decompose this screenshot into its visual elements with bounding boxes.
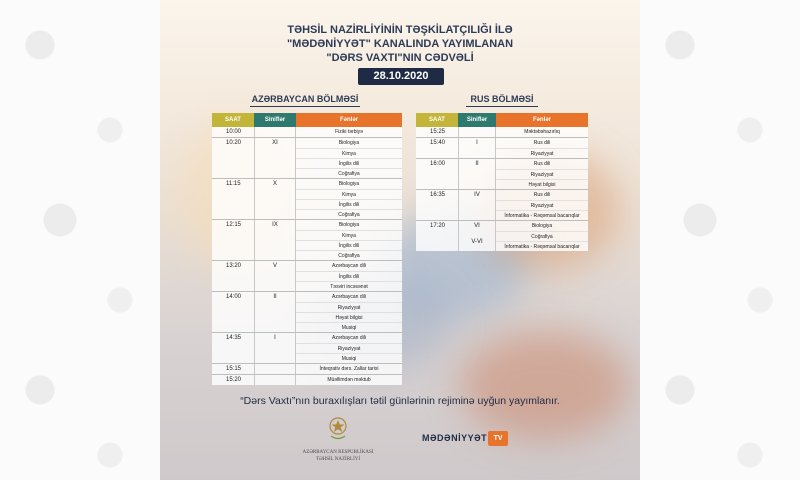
grade-label-secondary: V-VI [471, 239, 483, 245]
row-time: 15:40 [430, 140, 446, 146]
row-time: 15:25 [430, 129, 446, 135]
row-time: 15:20 [226, 377, 242, 383]
subject-item: Biologiya [338, 222, 360, 228]
row-grade [458, 138, 496, 158]
subject-item: Rus dili [533, 192, 551, 198]
row-grade [254, 179, 296, 219]
row-time: 11:15 [226, 181, 241, 187]
row-subjects [496, 221, 588, 251]
subject-item: Azərbaycan dili [332, 335, 366, 341]
subject-item: Rus dili [533, 140, 551, 146]
grade-label: VI [474, 223, 480, 229]
row-time: 17:20 [430, 223, 446, 229]
ru-schedule-table [416, 113, 588, 251]
row-subjects [296, 333, 402, 363]
poster-title [160, 23, 640, 65]
table-row [212, 219, 402, 260]
subject-item: Biologiya [338, 140, 360, 146]
row-time: 16:35 [430, 192, 446, 198]
row-time: 15:15 [226, 366, 242, 372]
table-row [416, 158, 588, 189]
row-time: 16:00 [430, 161, 446, 167]
subject-item: İnteqrativ dərs. Zallar tarixi [319, 366, 379, 372]
row-grade [254, 220, 296, 260]
schedule-poster [160, 0, 640, 480]
row-subjects [296, 138, 402, 178]
subject-item: Kimya [296, 230, 402, 240]
subject-item: Kimya [296, 189, 402, 199]
row-grade [458, 127, 496, 137]
channel-name: MƏDƏNİYYƏT [422, 433, 488, 443]
title-line-1: TƏHSİL NAZİRLİYİNİN TƏŞKİLATÇILIĞI İLƏ [287, 24, 513, 36]
ministry-logo [298, 416, 378, 463]
bg-blur [460, 330, 630, 440]
table-row [212, 363, 402, 374]
row-subjects [296, 364, 402, 374]
row-grade [458, 221, 496, 251]
subject-item: Kimya [296, 148, 402, 158]
subject-item: Riyaziyyat [496, 169, 588, 179]
table-row [416, 127, 588, 137]
table-row [212, 260, 402, 291]
title-line-3: "DƏRS VAXTI"NIN CƏDVƏLİ [326, 52, 474, 64]
header-sinif: Siniflər [254, 113, 296, 127]
row-subjects [296, 292, 402, 332]
row-grade [254, 364, 296, 374]
row-grade [254, 333, 296, 363]
header-saat: SAAT [416, 113, 458, 127]
row-subjects [296, 220, 402, 260]
table-row [212, 178, 402, 219]
row-subjects [296, 261, 402, 291]
left-decor-pattern [0, 0, 160, 480]
ru-section-title: RUS BÖLMƏSİ [470, 94, 534, 104]
channel-badge: TV [488, 431, 508, 446]
table-row [212, 374, 402, 385]
grade-label: II [273, 294, 277, 300]
grade-label: X [272, 181, 277, 187]
ministry-line-2: TƏHSİL NAZİRLİYİ [315, 457, 361, 462]
row-time: 12:15 [226, 222, 242, 228]
ministry-line-1: AZƏRBAYCAN RESPUBLİKASI [302, 450, 374, 455]
row-subjects [296, 127, 402, 137]
right-decor-pattern [640, 0, 800, 480]
subject-item: Riyaziyyat [296, 302, 402, 312]
row-subjects [496, 159, 588, 189]
subject-item: Riyaziyyat [496, 200, 588, 210]
table-row [416, 189, 588, 220]
subject-item: Coğrafiya [496, 231, 588, 241]
row-grade [254, 138, 296, 178]
subject-item: İnformatika - Rəqəmsal bacarıqlar [496, 210, 588, 220]
subject-item: Fiziki tərbiyə [335, 129, 363, 135]
row-time: 10:00 [226, 129, 242, 135]
table-row [212, 332, 402, 363]
row-subjects [496, 138, 588, 158]
subject-item: Musiqi [296, 322, 402, 332]
subject-item: Həyat bilgisi [496, 179, 588, 189]
table-row [416, 137, 588, 158]
row-subjects [496, 190, 588, 220]
subject-item: Məktəbəhazırlıq [524, 129, 560, 135]
grade-label: I [476, 140, 478, 146]
grade-label: I [274, 335, 276, 341]
broadcast-note: “Dərs Vaxtı”nın buraxılışları tətil günlərinin rejiminə uyğun yayımlanır. [240, 395, 560, 407]
ministry-name [298, 449, 378, 463]
row-grade [254, 261, 296, 291]
row-grade [458, 159, 496, 189]
table-row [212, 291, 402, 332]
date-badge: 28.10.2020 [358, 68, 444, 85]
grade-label: II [475, 161, 479, 167]
subject-item: Biologiya [531, 223, 553, 229]
header-saat: SAAT [212, 113, 254, 127]
ru-title-underline [466, 106, 538, 107]
subject-item: Coğrafiya [296, 168, 402, 178]
row-subjects [296, 179, 402, 219]
subject-item: Azərbaycan dili [332, 294, 366, 300]
header-sinif: Siniflər [458, 113, 496, 127]
grade-label: IX [272, 222, 278, 228]
subject-item: Təsviri incəsənət [296, 281, 402, 291]
row-grade [254, 292, 296, 332]
subject-item: Coğrafiya [296, 250, 402, 260]
row-time: 13:20 [226, 263, 242, 269]
subject-item: Biologiya [338, 181, 360, 187]
row-subjects [296, 375, 402, 385]
row-time: 14:35 [226, 335, 242, 341]
subject-item: İngilis dili [296, 158, 402, 168]
subject-item: Musiqi [296, 353, 402, 363]
subject-item: Coğrafiya [296, 209, 402, 219]
channel-logo [422, 430, 508, 446]
subject-item: İngilis dili [296, 271, 402, 281]
subject-item: İnformatika - Rəqəmsal bacarıqlar [496, 241, 588, 251]
row-grade [254, 375, 296, 385]
ru-table-header [416, 113, 588, 127]
grade-label: V [272, 263, 277, 269]
row-grade [458, 190, 496, 220]
subject-item: Azərbaycan dili [332, 263, 366, 269]
az-schedule-table [212, 113, 402, 385]
header-fenler: Fənlər [296, 113, 402, 127]
subject-item: Riyaziyyat [496, 148, 588, 158]
subject-item: Rus dili [533, 161, 551, 167]
row-time: 14:00 [226, 294, 242, 300]
table-row [416, 220, 588, 251]
table-row [212, 127, 402, 137]
subject-item: İngilis dili [296, 240, 402, 250]
title-line-2: "MƏDƏNİYYƏT" KANALINDA YAYIMLANAN [286, 38, 514, 50]
subject-item: İngilis dili [296, 199, 402, 209]
az-table-header [212, 113, 402, 127]
table-row [212, 137, 402, 178]
grade-label: XI [272, 140, 278, 146]
row-time: 10:20 [226, 140, 242, 146]
ru-table-body [416, 127, 588, 251]
subject-item: Riyaziyyat [296, 343, 402, 353]
row-subjects [496, 127, 588, 137]
subject-item: Həyat bilgisi [296, 312, 402, 322]
az-table-body [212, 127, 402, 385]
grade-label: IV [474, 192, 480, 198]
header-fenler: Fənlər [496, 113, 588, 127]
az-section-title: AZƏRBAYCAN BÖLMƏSİ [251, 94, 359, 104]
row-grade [254, 127, 296, 137]
az-title-underline [250, 106, 360, 107]
ministry-emblem-icon [328, 416, 348, 442]
subject-item: Müəllimdən məktub [327, 377, 371, 383]
